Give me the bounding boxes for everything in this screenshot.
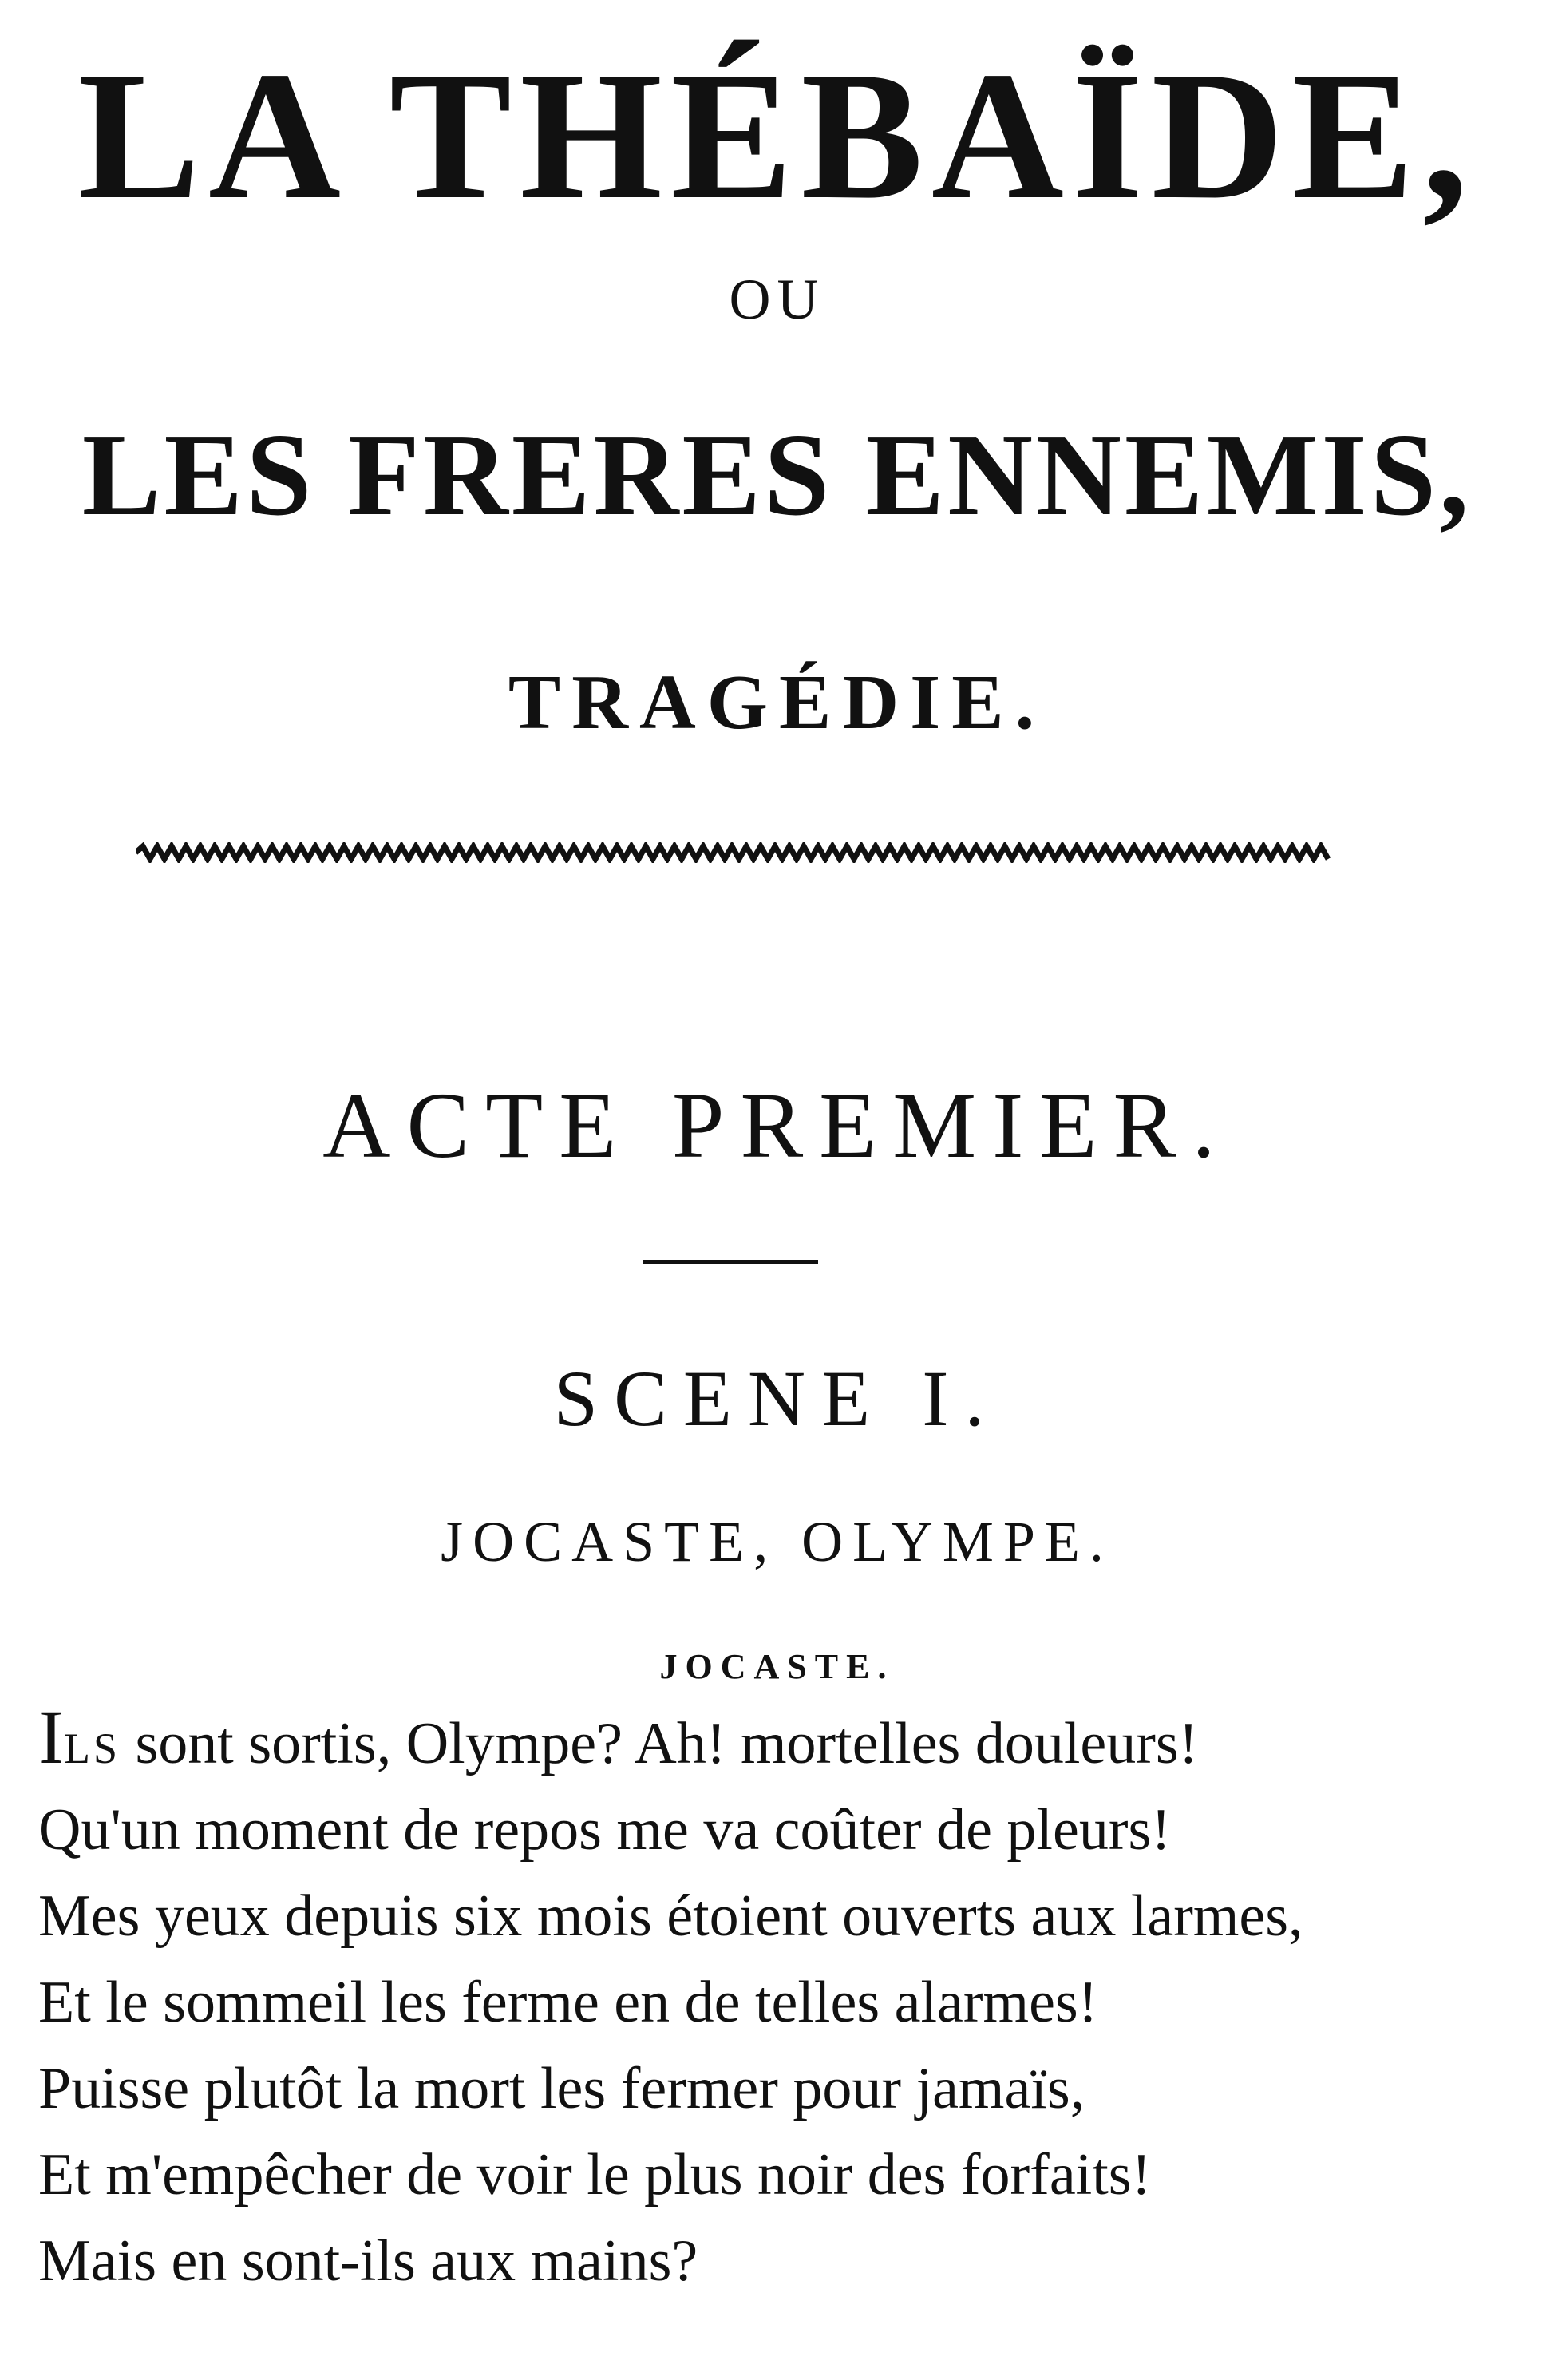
title-conjunction: OU [729, 267, 825, 331]
speaker-name: JOCASTE. [659, 1647, 895, 1686]
verse-line: Mes yeux depuis six mois étoient ouverts aux larmes, [38, 1883, 1303, 1949]
act-divider-rule [643, 1260, 818, 1264]
verse-line: Et m'empêcher de voir le plus noir des forfaits! [38, 2142, 1152, 2208]
scene-heading: SCENE I. [553, 1354, 1001, 1443]
play-subtitle: LES FRERES ENNEMIS, [81, 410, 1473, 541]
small-caps: LS [63, 1725, 121, 1772]
verse-list [38, 1694, 1539, 2304]
verse-line: Qu'un moment de repos me va coûter de pleurs! [38, 1797, 1171, 1863]
verse-line: Mais en sont-ils aux mains? [38, 2228, 698, 2294]
verse-line: Puisse plutôt la mort les fermer pour jamaïs, [38, 2056, 1085, 2121]
drop-cap: I [38, 1694, 64, 1780]
ornamental-wavy-rule [136, 842, 1333, 863]
verse-text: sont sortis, Olympe? Ah! mortelles douleurs! [121, 1711, 1199, 1776]
act-heading: ACTE PREMIER. [322, 1073, 1232, 1178]
genre-label: TRAGÉDIE. [508, 659, 1046, 746]
verse-line: Et le sommeil les ferme en de telles alarmes! [38, 1970, 1098, 2035]
verse-line [38, 1694, 1539, 1787]
play-title: LA THÉBAÏDE, [77, 34, 1477, 237]
scene-characters: JOCASTE, OLYMPE. [441, 1510, 1113, 1574]
